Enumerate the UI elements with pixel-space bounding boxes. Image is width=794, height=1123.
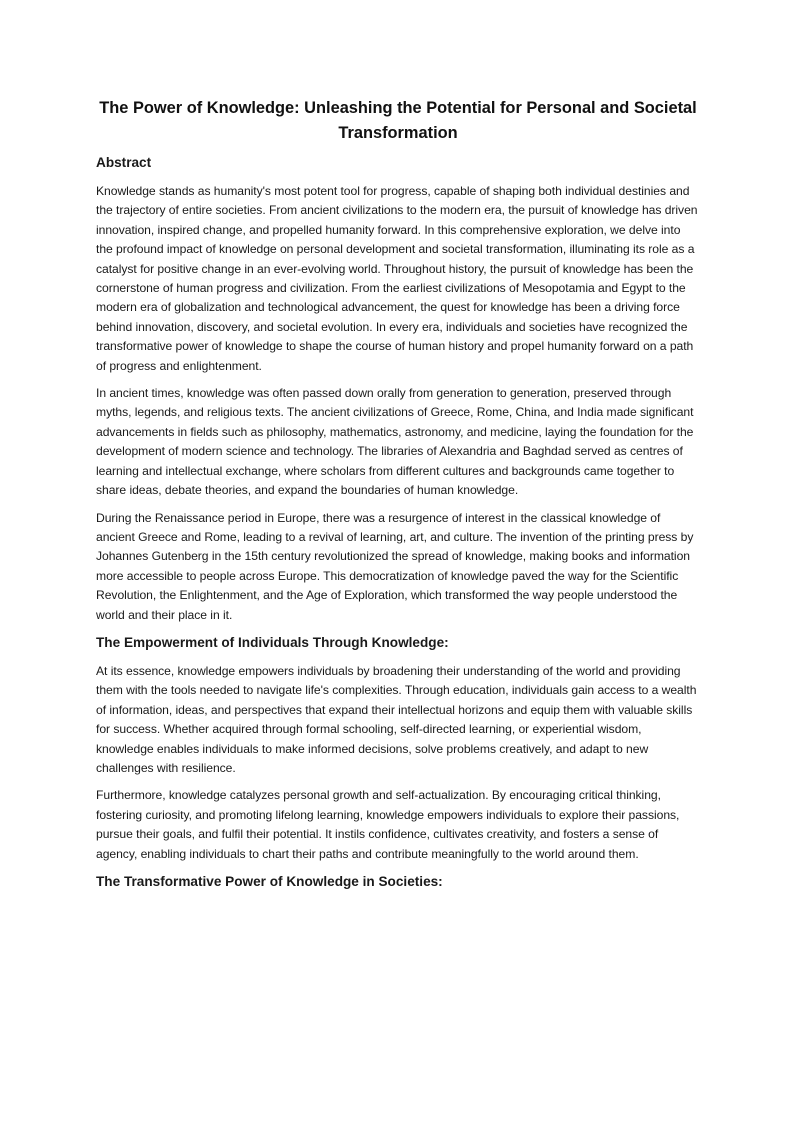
empowerment-paragraph-1: At its essence, knowledge empowers individuals by broadening their understanding of the world and providing them with the tools needed to navigate life's complexities. Through education, individuals gain access to a wealth of information, ideas, and perspectives that expand their intellectual horizons and equip them with valuable skills for success. Whether acquired through formal schooling, self-directed learning, or experiential wisdom, knowledge enables individuals to make informed decisions, solve problems creatively, and adapt to new challenges with resilience. bbox=[96, 663, 697, 775]
empowerment-paragraph-2: Furthermore, knowledge catalyzes personal growth and self-actualization. By encouraging critical thinking, fostering curiosity, and promoting lifelong learning, knowledge empowers individuals to explore their passions, pursue their goals, and fulfil their potential. It instils confidence, cultivates creativity, and fosters a sense of agency, enabling individuals to chart their paths and contribute meaningfully to the world around them. bbox=[96, 788, 680, 861]
section-heading-empowerment: The Empowerment of Individuals Through Knowledge: bbox=[96, 634, 449, 650]
document-title: The Power of Knowledge: Unleashing the Potential for Personal and Societal Transformation bbox=[99, 99, 697, 142]
abstract-paragraph-2: In ancient times, knowledge was often passed down orally from generation to generation, preserved through myths, legends, and religious texts. The ancient civilizations of Greece, Rome, China, and India made significant advancements in fields such as philosophy, mathematics, astronomy, and medicine, laying the foundation for the development of modern science and technology. The libraries of Alexandria and Baghdad served as centres of learning and intellectual exchange, where scholars from different cultures and backgrounds came together to share ideas, debate theories, and expand the boundaries of human knowledge. bbox=[96, 386, 694, 498]
abstract-paragraph-3: During the Renaissance period in Europe, there was a resurgence of interest in the classical knowledge of ancient Greece and Rome, leading to a revival of learning, art, and culture. The invention of the printing press by Johannes Gutenberg in the 15th century revolutionized the spread of knowledge, making books and information more accessible to people across Europe. This democratization of knowledge paved the way for the Scientific Revolution, the Enlightenment, and the Age of Exploration, which transformed the way people understood the world and their place in it. bbox=[96, 510, 694, 622]
abstract-heading: Abstract bbox=[96, 155, 152, 170]
section-heading-transformative: The Transformative Power of Knowledge in Societies: bbox=[96, 874, 443, 889]
document-page bbox=[96, 96, 700, 901]
abstract-paragraph-1: Knowledge stands as humanity's most potent tool for progress, capable of shaping both individual destinies and the trajectory of entire societies. From ancient civilizations to the modern era, the pursuit of knowledge has driven innovation, inspired change, and propelled humanity forward. In this comprehensive exploration, we delve into the profound impact of knowledge on personal development and societal transformation, illuminating its role as a catalyst for positive change in an ever-evolving world. Throughout history, the pursuit of knowledge has been the cornerstone of human progress and civilization. From the earliest civilizations of Mesopotamia and Egypt to the modern era of globalization and technological advancement, the quest for knowledge has been a driving force behind innovation, discovery, and societal evolution. In every era, individuals and societies have recognized the transformative power of knowledge to shape the course of human history and propel humanity forward on a path of progress and enlightenment. bbox=[96, 184, 698, 373]
